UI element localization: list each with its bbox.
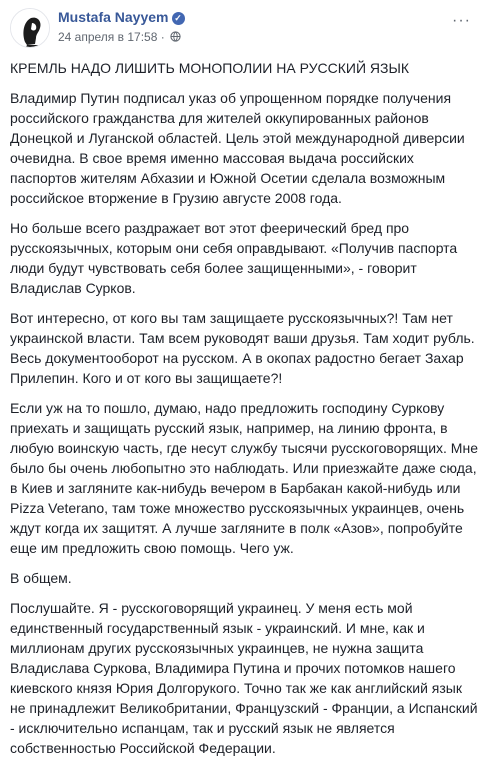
verified-badge-icon: ✓ xyxy=(172,12,185,25)
author-name[interactable] xyxy=(58,9,185,25)
post-title: КРЕМЛЬ НАДО ЛИШИТЬ МОНОПОЛИИ НА РУССКИЙ ЯЗЫК xyxy=(10,60,410,76)
more-options-button[interactable]: ··· xyxy=(452,12,471,29)
post-body xyxy=(10,58,480,768)
meta-separator: · xyxy=(160,30,165,44)
author-avatar[interactable] xyxy=(10,8,50,48)
post-paragraph: Вот интересно, от кого вы там защищаете русскоязычных?! Там нет украинской власти. Там всем руководят ваши друзья. Там ходит рубль. Весь документооборот на русском. А в окопах радостно бегает Захар Прилепин. Кого и от кого вы защищаете?! xyxy=(10,310,475,386)
post-paragraph: Если уж на то пошло, думаю, надо предложить господину Суркову приехать и защищать русский язык, например, на линию фронта, в любую воинскую часть, где несут службу тысячи русскоговорящих. Мне было бы очень любопытно это наблюдать. Или приезжайте даже сюда, в Киев и загляните как-нибудь вечером в Барбакан какой-нибудь или Pizza Veterano, там тоже множество русскоязычных украинцев, очень ждут когда их защитят. А лучше загляните в полк «Азов», попробуйте еще им предложить свою помощь. Чего уж. xyxy=(10,400,478,556)
post-paragraph: Владимир Путин подписал указ об упрощенном порядке получения российского гражданства для жителей оккупированных районов Донецкой и Луганской областей. Цель этой международной диверсии очевидна. В свое время именно массовая выдача российских паспортов жителям Абхазии и Южной Осетии сделала возможным российское вторжение в Грузию августе 2008 года. xyxy=(10,90,465,206)
post-paragraph: Но больше всего раздражает вот этот феерический бред про русскоязычных, которым они себя оправдывают. «Получив паспорта люди будут чувствовать себя более защищенными», - говорит Владислав Сурков. xyxy=(10,220,458,296)
post-paragraph: Послушайте. Я - русскоговорящий украинец. У меня есть мой единственный государственный язык - украинский. И мне, как и миллионам других русскоязычных украинцев, не нужна защита Владислава Суркова, Владимира Путина и прочих потомков нашего киевского князя Юрия Долгорукого. Точно так же как английский язык не принадлежит Великобритании, Французский - Франции, а Испанский - исключительно испанцам, так и русский язык не является собственностью Российской Федерации. xyxy=(10,600,478,756)
avatar-portrait-icon xyxy=(11,9,50,48)
public-globe-icon[interactable] xyxy=(170,31,181,42)
post-timestamp[interactable]: 24 апреля в 17:58 xyxy=(58,30,158,44)
post-header xyxy=(10,8,477,48)
author-name-text: Mustafa Nayyem xyxy=(58,9,169,25)
post-meta xyxy=(58,30,181,44)
post-paragraph: В общем. xyxy=(10,570,72,586)
